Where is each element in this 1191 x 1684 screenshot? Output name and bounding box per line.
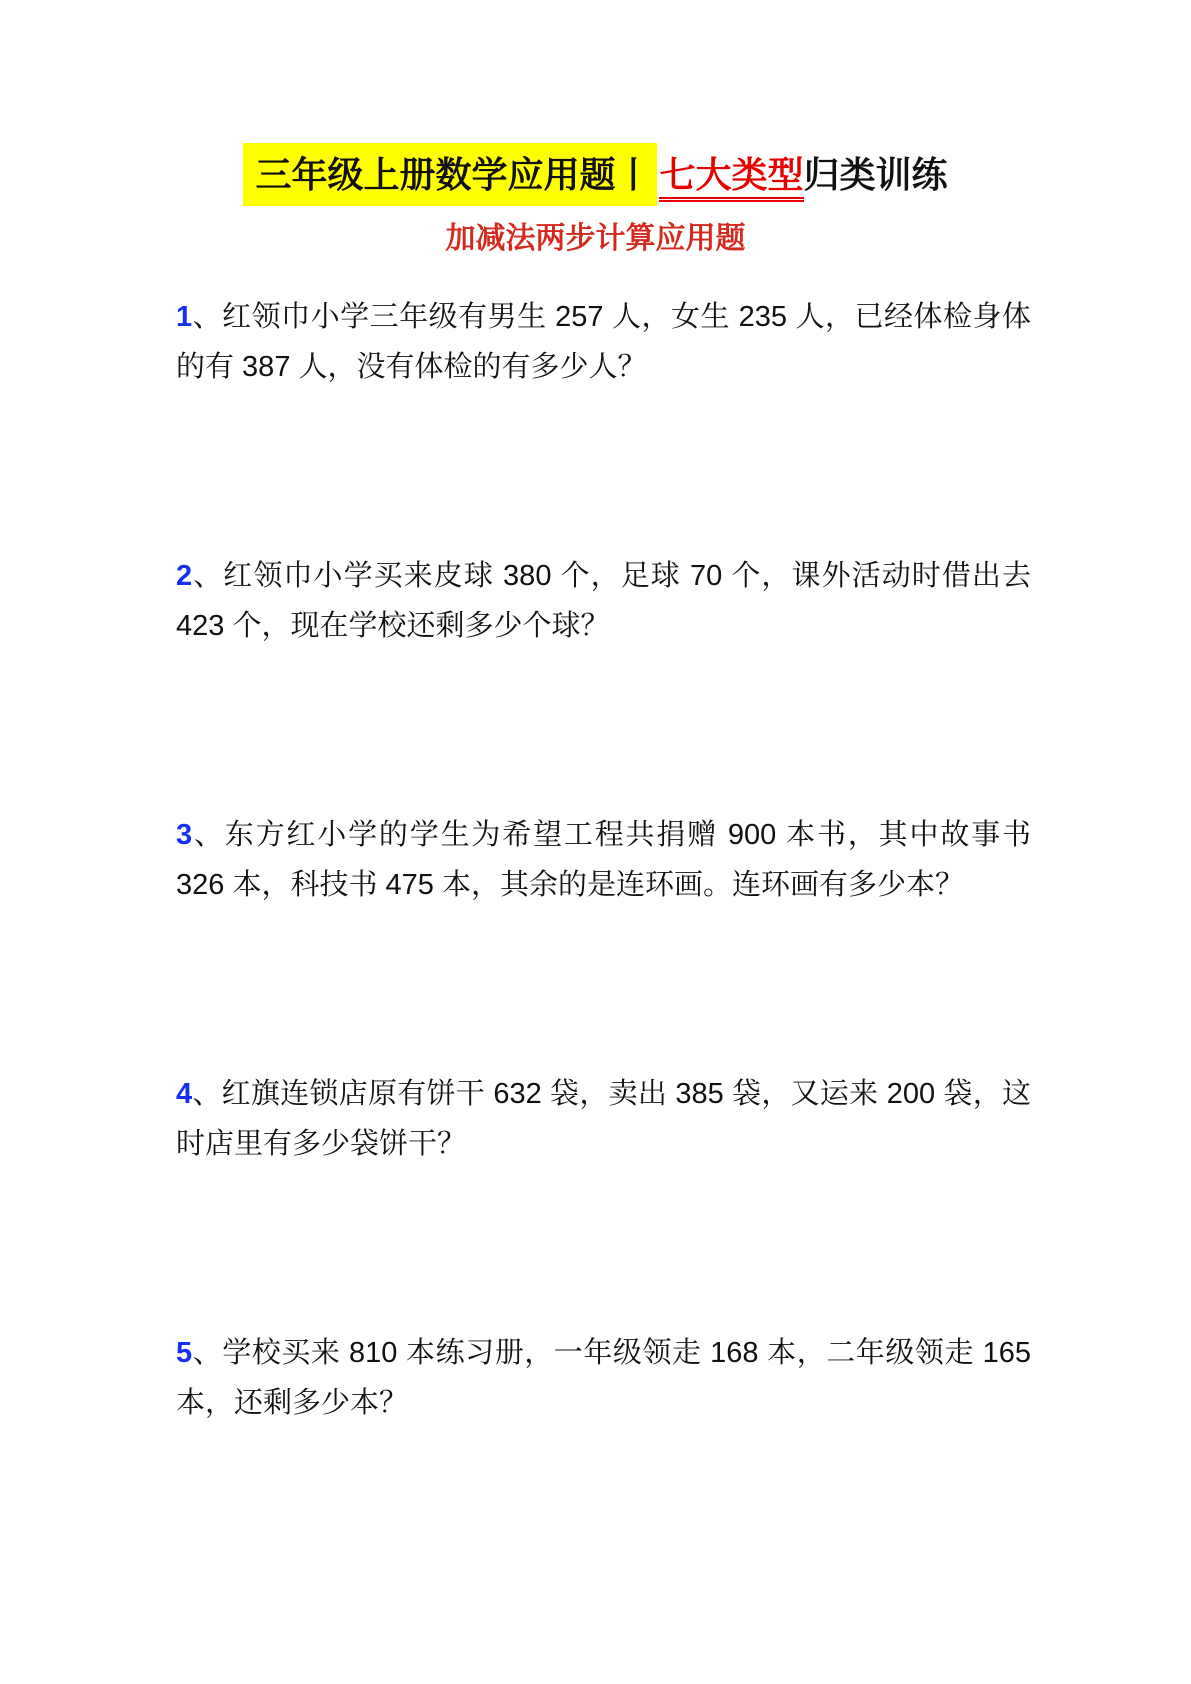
problem-number: 4 xyxy=(176,1078,193,1110)
problem-separator: 、 xyxy=(192,1337,223,1369)
problem-separator: 、 xyxy=(192,1078,222,1110)
problem-text: 红领巾小学三年级有男生 257 人，女生 235 人，已经体检身体的有 387 人，没有体检的有多少人？ xyxy=(176,301,1031,383)
problem-separator: 、 xyxy=(192,560,224,592)
section-subtitle: 加减法两步计算应用题 xyxy=(445,222,746,255)
title-normal-text: 归类训练 xyxy=(803,154,948,195)
page-title xyxy=(0,154,1191,195)
problem-separator: 、 xyxy=(192,301,223,333)
problem-item-3 xyxy=(176,810,1031,910)
problem-text: 东方红小学的学生为希望工程共捐赠 900 本书，其中故事书 326 本，科技书 475 本，其余的是连环画。连环画有多少本？ xyxy=(176,819,1031,901)
problem-number: 1 xyxy=(176,301,193,333)
problem-item-2 xyxy=(176,551,1031,651)
problem-item-4 xyxy=(176,1069,1031,1169)
problem-text: 红领巾小学买来皮球 380 个，足球 70 个，课外活动时借出去 423 个，现在学校还剩多少个球？ xyxy=(176,560,1031,642)
problem-number: 5 xyxy=(176,1337,193,1369)
problem-list xyxy=(0,292,1191,1428)
problem-number: 2 xyxy=(176,560,193,592)
title-red-underlined-text: 七大类型 xyxy=(659,154,803,202)
problem-text: 红旗连锁店原有饼干 632 袋，卖出 385 袋，又运来 200 袋，这时店里有多少袋饼干？ xyxy=(176,1078,1031,1160)
problem-item-5 xyxy=(176,1328,1031,1428)
title-highlighted-text: 三年级上册数学应用题丨 xyxy=(243,143,657,206)
problem-text: 学校买来 810 本练习册，一年级领走 168 本，二年级领走 165 本，还剩多少本？ xyxy=(176,1337,1031,1419)
problem-number: 3 xyxy=(176,819,193,851)
problem-separator: 、 xyxy=(192,819,225,851)
problem-item-1 xyxy=(176,292,1031,392)
